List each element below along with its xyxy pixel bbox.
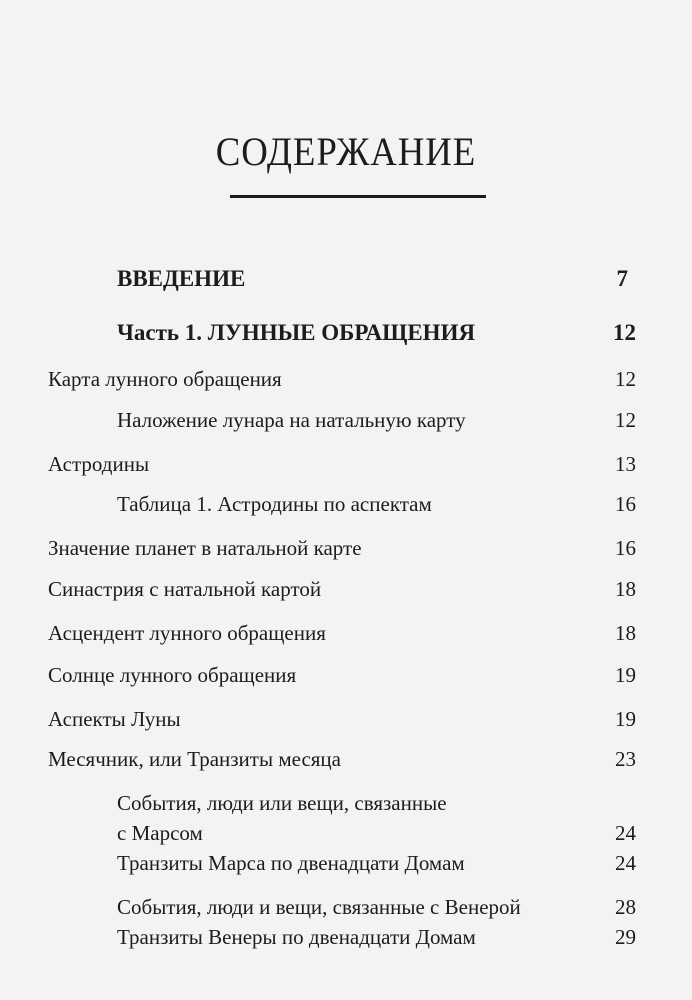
toc-entry-page: 12 (615, 408, 636, 432)
page-title: СОДЕРЖАНИЕ (215, 129, 477, 174)
title-underline (230, 195, 486, 198)
toc-entry-title: Транзиты Марса по двенадцати Домам (117, 851, 465, 875)
toc-entry-page: 18 (615, 621, 636, 645)
toc-entry-title: Солнце лунного обращения (48, 663, 297, 687)
toc-entry-title: Наложение лунара на натальную карту (117, 408, 466, 432)
toc-entry-page: 16 (615, 536, 636, 560)
toc-entry-title: Карта лунного обращения (48, 367, 282, 391)
toc-entry-title: ВВЕДЕНИЕ (117, 266, 246, 291)
toc-entry-page: 12 (613, 320, 636, 345)
toc-entry-title: Месячник, или Транзиты месяца (48, 747, 341, 771)
toc-entry-title: События, люди и вещи, связанные с Венерой (117, 895, 521, 919)
toc-entry-page: 19 (615, 707, 636, 731)
toc-entry-title: Аспекты Луны (48, 707, 181, 731)
toc-entry-page: 18 (615, 577, 636, 601)
toc-entry-page: 24 (615, 851, 636, 875)
toc-entry-title-line2: с Марсом (117, 821, 203, 845)
toc-entry-page: 7 (616, 266, 628, 291)
toc-entry-title: Синастрия с натальной картой (48, 577, 322, 601)
toc-entry-page: 23 (615, 747, 636, 771)
toc-entry-page: 19 (615, 663, 636, 687)
toc-entry-title-line1: События, люди или вещи, связанные (117, 791, 447, 815)
toc-entry-page: 24 (615, 821, 636, 845)
toc-entry-title: Таблица 1. Астродины по аспектам (117, 492, 432, 516)
toc-entry-title: Значение планет в натальной карте (48, 536, 362, 560)
toc-entry-title: Транзиты Венеры по двенадцати Домам (117, 925, 476, 949)
toc-entry (0, 790, 692, 850)
toc-entry-title: Часть 1. ЛУННЫЕ ОБРАЩЕНИЯ (117, 320, 476, 345)
toc-entry-page: 29 (615, 925, 636, 949)
toc-entry-page: 13 (615, 452, 636, 476)
toc-entry-page: 28 (615, 895, 636, 919)
toc-entry-title: Астродины (48, 452, 150, 476)
toc-entry-page: 16 (615, 492, 636, 516)
toc-entry-title: Асцендент лунного обращения (48, 621, 326, 645)
toc-entry-page: 12 (615, 367, 636, 391)
